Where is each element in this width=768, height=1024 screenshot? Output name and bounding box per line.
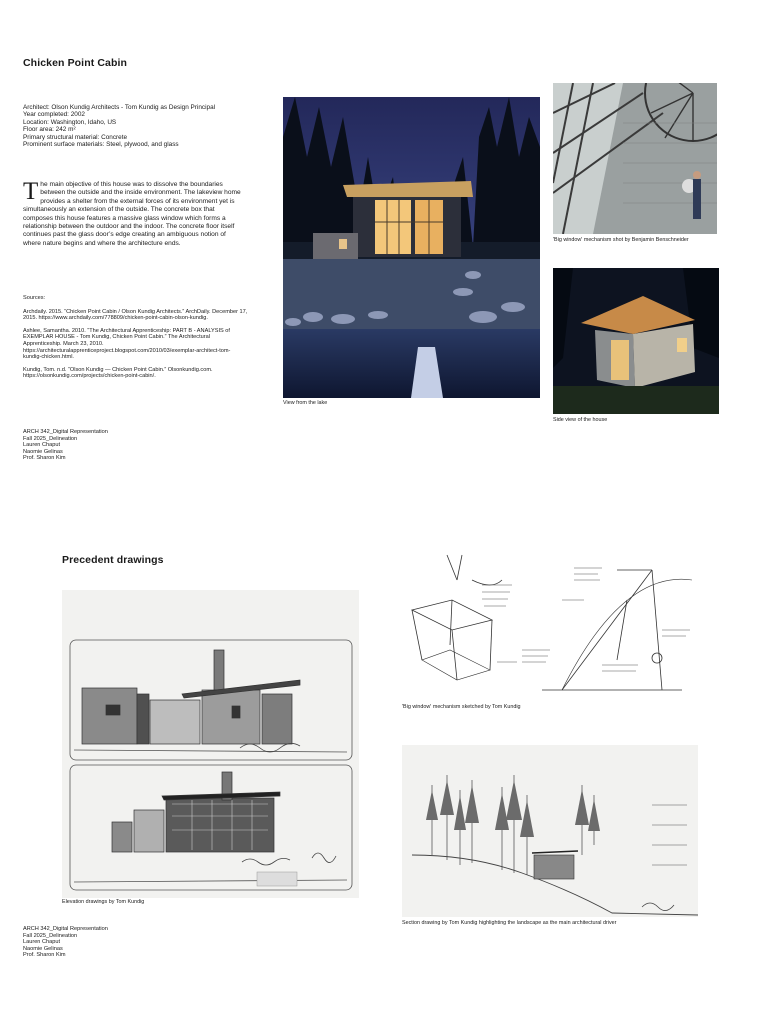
caption-mechanism: 'Big window' mechanism sketched by Tom Kundig — [402, 704, 521, 710]
info-structure: Primary structural material: Concrete — [23, 133, 128, 141]
course-credits-page2 — [23, 926, 108, 959]
elevation-sketch — [62, 590, 359, 898]
credit-line: Prof. Sharon Kim — [23, 455, 66, 462]
credit-line: Lauren Chaput — [23, 939, 61, 946]
project-info — [23, 104, 273, 148]
caption-big-window: 'Big window' mechanism shot by Benjamin Benschneider — [553, 237, 689, 243]
credit-line: ARCH 342_Digital Representation — [23, 429, 108, 435]
credit-line: Prof. Sharon Kim — [23, 952, 66, 959]
section-sketch — [402, 745, 698, 917]
sources-label: Sources: — [23, 295, 46, 301]
credit-line: Lauren Chaput — [23, 442, 61, 449]
info-area: Floor area: 242 m² — [23, 126, 76, 134]
caption-elevation: Elevation drawings by Tom Kundig — [62, 899, 145, 905]
mechanism-sketch — [402, 550, 700, 702]
lake-view-photo — [283, 97, 540, 398]
credit-line: Naomie Gelinas — [23, 945, 63, 952]
credit-line: Naomie Gelinas — [23, 448, 63, 455]
credit-line: Fall 2025_Delineation — [23, 932, 78, 939]
section-title: Precedent drawings — [62, 554, 164, 566]
caption-section: Section drawing by Tom Kundig highlighting the landscape as the main architectural driver — [402, 920, 617, 926]
drop-cap: T — [23, 178, 39, 205]
source-entry: Ashlee, Samantha. 2010. “The Architectural Apprenticeship: PART B - ANALYSIS of EXEMPLAR HOUSE - Tom Kundig, Chicken Point Cabin.” The Architectural Apprenticeship. March 23, 2010. https://architecturalapprenticeproject.blogspot.com/2010/03/exemplar-architect-tom-kundig-chicken.html. — [23, 327, 231, 361]
big-window-photo — [553, 83, 717, 234]
caption-side-view: Side view of the house — [553, 417, 608, 423]
course-credits — [23, 429, 108, 462]
info-architect: Architect: Olson Kundig Architects - Tom Kundig as Design Principal — [23, 104, 216, 111]
source-entry: Kundig, Tom. n.d. “Olson Kundig — Chicken Point Cabin.” Olsonkundig.com. https://olsonkundig.com/projects/chicken-point-cabin/. — [23, 366, 213, 380]
credit-line: ARCH 342_Digital Representation — [23, 926, 108, 932]
sources-section — [23, 295, 248, 386]
source-entry: Archdaily. 2015. “Chicken Point Cabin / Olson Kundig Architects.” ArchDaily. December 17, 2015. https://www.archdaily.com/778809/chicken-point-cabin-olson-kundig. — [23, 308, 248, 322]
side-view-photo — [553, 268, 719, 414]
description-paragraph — [23, 178, 245, 248]
credit-line: Fall 2025_Delineation — [23, 435, 78, 442]
info-year: Year completed: 2002 — [23, 111, 85, 119]
page-title: Chicken Point Cabin — [23, 57, 127, 69]
info-location: Location: Washington, Idaho, US — [23, 118, 117, 126]
description-text: he main objective of this house was to dissolve the boundaries between the outside and the inside environment. The lakeview home provides a shelter from the external forces of its environment yet is simultaneously an extension of the outside. The concrete box that composes this house features a massive glass window which forms a relationship between the outdoor and the indoor. The concrete floor itself continues past the glass door’s edge creating an ambiguous notion of where nature begins and where the architecture ends. — [23, 181, 241, 247]
caption-lake-view: View from the lake — [283, 400, 328, 406]
info-materials: Prominent surface materials: Steel, plywood, and glass — [23, 141, 179, 149]
